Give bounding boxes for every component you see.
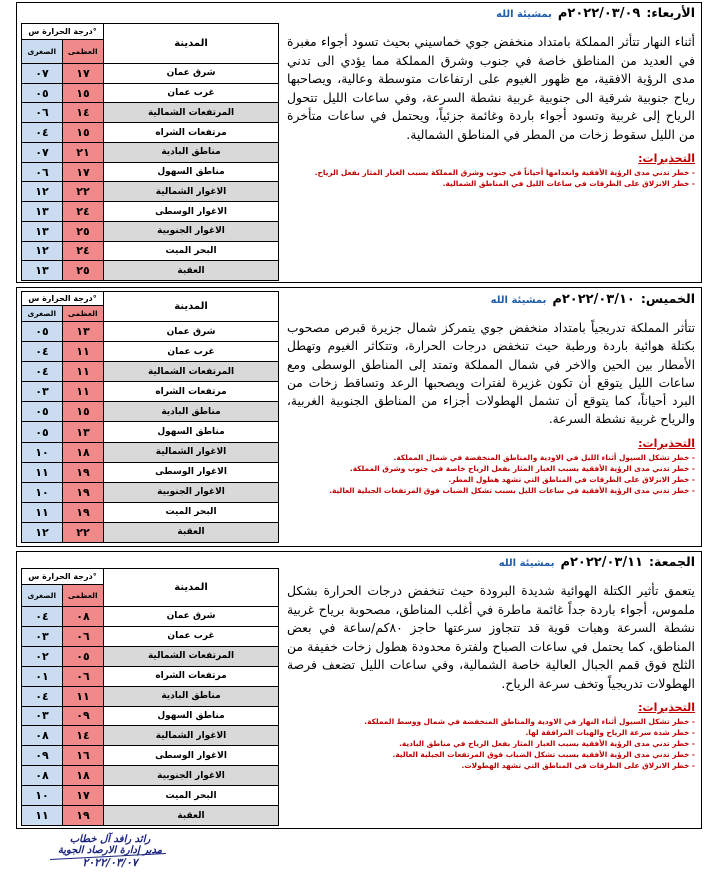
table-row: [22, 806, 278, 825]
city-name: مناطق السهول: [157, 710, 225, 721]
table-row: [22, 786, 278, 806]
min-temp: ١٠: [22, 483, 63, 502]
city-name: مناطق السهول: [157, 167, 225, 178]
min-header: الصغرى: [22, 40, 63, 63]
max-temp: ٠٦: [63, 667, 104, 686]
min-temp: ٠٥: [22, 322, 63, 341]
signature-name: رائد رافد آل خطاب: [69, 834, 151, 845]
max-temp: ١٦: [63, 746, 104, 765]
city-name: الاغوار الشمالية: [104, 726, 278, 745]
warning-item: - خطر تدني مدى الرؤية الأفقية في ساعات الليل بسبب تشكل الضباب فوق المرتفعات الجبلية العالية.: [329, 485, 695, 495]
forecast-day-2: [16, 287, 702, 547]
table-header: [22, 569, 278, 607]
warnings-title: التحذيرات:: [638, 701, 695, 714]
min-temp: ١٢: [22, 242, 63, 261]
warning-item: - خطر تدني مدى الرؤية الأفقية بسبب الغبار المثار بفعل الرياح في مناطق البادية.: [399, 739, 695, 748]
max-temp: ١٧: [63, 64, 104, 83]
warning-item: - خطر تدني مدى الرؤية الأفقية وانعدامها أحياناً في جنوب وشرق المملكة بسبب الغبار المثار بفعل الرياح.: [314, 168, 695, 177]
table-row: [22, 422, 278, 442]
min-temp: ١٠: [22, 786, 63, 805]
max-temp: ١١: [63, 362, 104, 381]
temperature-header: [22, 569, 104, 606]
forecast-date: ٢٠٢٢/٠٣/١٠م: [552, 292, 635, 307]
city-header: المدينة: [174, 301, 208, 312]
max-temp: ١٤: [63, 726, 104, 745]
forecast-day-1: [16, 2, 702, 283]
max-temp: ١٩: [63, 503, 104, 522]
city-name: مناطق السهول: [157, 427, 225, 438]
min-temp: ٠٤: [22, 607, 63, 626]
table-body: [22, 607, 278, 825]
signature-date: ٢٠٢٢/٠٣/٠٧: [82, 856, 138, 869]
city-name: مناطق البادية: [104, 402, 278, 421]
max-temp: ١٨: [63, 766, 104, 785]
min-temp: ٠٧: [22, 143, 63, 162]
min-temp: ٠١: [22, 667, 63, 686]
city-name: العقبة: [104, 523, 278, 542]
table-row: [22, 503, 278, 523]
forecast-text: [287, 554, 695, 771]
city-header: المدينة: [174, 582, 208, 593]
max-temp: ٢٥: [63, 261, 104, 280]
forecast-day-3: [16, 551, 702, 829]
city-name: البحر الميت: [165, 790, 217, 801]
warning-item: - خطر تدني مدى الرؤية الأفقية بسبب تشكل الضباب فوق المرتفعات الجبلية العالية.: [392, 750, 695, 759]
table-row: [22, 163, 278, 183]
table-row: [22, 322, 278, 342]
city-name: الاغوار الشمالية: [104, 443, 278, 462]
day-name: الأربعاء:: [646, 5, 695, 20]
table-row: [22, 84, 278, 104]
table-row: [22, 64, 278, 84]
max-temp: ١٣: [63, 422, 104, 441]
table-row: [22, 687, 278, 707]
city-name: الاغوار الوسطى: [155, 750, 227, 761]
max-temp: ١٨: [63, 443, 104, 462]
max-temp: ٢٢: [63, 523, 104, 542]
table-row: [22, 707, 278, 727]
min-temp: ٠٥: [22, 402, 63, 421]
min-temp: ٠٣: [22, 627, 63, 646]
table-row: [22, 402, 278, 422]
min-temp: ٠٩: [22, 746, 63, 765]
forecast-paragraph: أثناء النهار تتأثر المملكة بامتداد منخفض جوي خماسيني بحيث تسود أجواء مغبرة في العديد من المناطق خاصة في جنوب وشرق المملكة مما يؤدي الى تدني مدى الرؤية الافقية، مع ظهور الغيوم على ارتفاعات متوسطة وعالية، ويصاحبها رياح جنوبية شرقية الى جنوبية غربية نشطة السرعة، وفي ساعات الليل تتحول الرياح إلى غربية وتسود أجواء باردة وغائمة جزئياً، ويحتمل في ساعات متأخرة من الليل سقوط زخات من المطر في المناطق الشمالية.: [287, 34, 695, 142]
table-row: [22, 647, 278, 667]
max-temp: ١٧: [63, 163, 104, 182]
forecast-paragraph: يتعمق تأثير الكتلة الهوائية شديدة البرودة حيث تنخفض درجات الحرارة بشكل ملموس، أجواء باردة جداً غائمة ماطرة في أغلب المناطق، مصحوبة برياح غربية نشطة السرعة وهبات قوية قد تتجاوز سرعتها حاجز ٨٠كم/ساعة في بعض المناطق، كما يحتمل في ساعات الصباح ولفترة محدودة هطول زخات خفيفة من الثلج فوق قمم الجبال العالية خاصة الشمالية، وفي ساعات الليل تضعف فرصة الهطولات تدريجياً وتخف سرعة الرياح.: [287, 583, 695, 691]
table-row: [22, 746, 278, 766]
max-temp: ٠٩: [63, 707, 104, 726]
table-header: [22, 24, 278, 64]
max-temp: ١٥: [63, 402, 104, 421]
min-temp: ٠٣: [22, 707, 63, 726]
table-body: [22, 64, 278, 280]
forecast-text: [287, 291, 695, 496]
min-temp: ١٢: [22, 523, 63, 542]
min-temp: ١١: [22, 463, 63, 482]
table-row: [22, 123, 278, 143]
city-name: شرق عمان: [166, 326, 216, 337]
min-temp: ٠٢: [22, 647, 63, 666]
date-line: [287, 554, 695, 570]
table-header: [22, 292, 278, 322]
min-temp: ٠٥: [22, 422, 63, 441]
max-header: العظمى: [63, 40, 104, 63]
city-name: شرق عمان: [166, 68, 216, 79]
warning-item: - خطر الانزلاق على الطرقات في ساعات الليل في المناطق الشمالية.: [442, 179, 695, 188]
warnings-title: التحذيرات:: [638, 436, 695, 450]
max-temp: ٢٤: [63, 202, 104, 221]
forecast-paragraph: تتأثر المملكة تدريجياً بامتداد منخفض جوي يتمركز شمال جزيرة قبرص مصحوب بكتلة هوائية باردة ورطبة حيث تنخفض درجات الحرارة، وتتكاثر الغيوم وتهطل الأمطار بين الحين والاخر في شمال المملكة وتمتد إلى المناطق الوسطى ومع ساعات الليل يتوقع أن تكون غزيرة لفترات ويصحبها الرعد وتساقط زخات من البرد أحياناً، كما يتوقع أن تشمل الهطولات أجزاء من المناطق الجنوبية الغربية، والرياح غربية نشطة السرعة.: [287, 321, 695, 427]
table-row: [22, 382, 278, 402]
max-temp: ١٣: [63, 322, 104, 341]
temperature-table: [21, 291, 279, 543]
min-temp: ٠٤: [22, 362, 63, 381]
max-temp: ٠٨: [63, 607, 104, 626]
warning-item: - خطر تشكل السيول أثناء الليل في الاودية والمناطق المنخفضة في شمال المملكة.: [393, 452, 695, 462]
max-temp: ٢٤: [63, 242, 104, 261]
max-header: العظمى: [63, 585, 104, 606]
city-name: غرب عمان: [167, 88, 215, 99]
city-name: المرتفعات الشمالية: [104, 362, 278, 381]
city-name: الاغوار الجنوبية: [104, 483, 278, 502]
warning-item: - خطر الانزلاق على الطرقات في المناطق التي تشهد الهطولات.: [461, 761, 695, 770]
temperature-header: [22, 292, 104, 321]
blessing: بمشيئة الله: [490, 295, 547, 306]
max-temp: ١٥: [63, 123, 104, 142]
warnings: [287, 701, 695, 771]
temperature-header-label: درجة الحرارة س°: [22, 569, 103, 585]
max-header: العظمى: [63, 306, 104, 321]
min-temp: ٠٨: [22, 766, 63, 785]
city-name: غرب عمان: [167, 631, 215, 642]
table-row: [22, 483, 278, 503]
city-name: شرق عمان: [166, 611, 216, 622]
table-body: [22, 322, 278, 542]
city-name: البحر الميت: [165, 245, 217, 256]
city-name: غرب عمان: [167, 346, 215, 357]
blessing: بمشيئة الله: [496, 9, 552, 20]
min-temp: ١٣: [22, 261, 63, 280]
table-row: [22, 261, 278, 280]
max-temp: ٠٦: [63, 627, 104, 646]
table-row: [22, 103, 278, 123]
max-temp: ١٤: [63, 103, 104, 122]
table-row: [22, 627, 278, 647]
max-temp: ١٥: [63, 84, 104, 103]
day-name: الخميس:: [640, 291, 695, 306]
warning-item: - خطر شدة سرعة الرياح والهبات المرافقة لها.: [525, 728, 695, 737]
temperature-table: [21, 23, 279, 281]
warning-item: - خطر تشكل السيول أثناء النهار في الاودية والمناطق المنخفضة في شمال ووسط المملكة.: [364, 717, 695, 726]
max-temp: ١١: [63, 382, 104, 401]
city-name: المرتفعات الشمالية: [104, 647, 278, 666]
min-temp: ١٢: [22, 182, 63, 201]
city-name: مرتفعات الشراه: [155, 671, 227, 682]
day-name: الجمعة:: [648, 554, 695, 569]
city-name: الاغوار الوسطى: [155, 206, 227, 217]
city-name: الاغوار الشمالية: [104, 182, 278, 201]
min-temp: ٠٤: [22, 687, 63, 706]
city-name: مناطق البادية: [104, 687, 278, 706]
city-name: الاغوار الجنوبية: [104, 222, 278, 241]
blessing: بمشيئة الله: [498, 558, 555, 569]
temperature-header: [22, 24, 104, 63]
table-row: [22, 523, 278, 542]
table-row: [22, 443, 278, 463]
city-name: الاغوار الجنوبية: [104, 766, 278, 785]
min-temp: ٠٤: [22, 342, 63, 361]
city-name: العقبة: [104, 806, 278, 825]
min-temp: ٠٦: [22, 163, 63, 182]
max-temp: ٢١: [63, 143, 104, 162]
table-row: [22, 182, 278, 202]
min-temp: ١٣: [22, 202, 63, 221]
table-row: [22, 202, 278, 222]
max-temp: ١٩: [63, 463, 104, 482]
signature-block: [40, 834, 180, 869]
min-temp: ٠٨: [22, 726, 63, 745]
table-row: [22, 463, 278, 483]
warning-item: - خطر تدني مدى الرؤية الأفقية بسبب الغبار المثار بفعل الرياح خاصة في جنوب وشرق المملكة.: [349, 463, 695, 473]
table-row: [22, 766, 278, 786]
max-temp: ١١: [63, 342, 104, 361]
warnings-title: التحذيرات:: [638, 152, 695, 165]
table-row: [22, 607, 278, 627]
min-temp: ٠٤: [22, 123, 63, 142]
warnings: [287, 437, 695, 496]
min-temp: ٠٥: [22, 84, 63, 103]
temperature-header-label: درجة الحرارة س°: [22, 292, 103, 306]
table-row: [22, 362, 278, 382]
city-header: المدينة: [174, 38, 208, 49]
table-row: [22, 342, 278, 362]
max-temp: ٢٢: [63, 182, 104, 201]
table-row: [22, 143, 278, 163]
max-temp: ٢٥: [63, 222, 104, 241]
max-temp: ٠٥: [63, 647, 104, 666]
city-name: مرتفعات الشراه: [155, 386, 227, 397]
min-temp: ٠٧: [22, 64, 63, 83]
max-temp: ١٧: [63, 786, 104, 805]
city-name: المرتفعات الشمالية: [104, 103, 278, 122]
table-row: [22, 726, 278, 746]
min-header: الصغرى: [22, 306, 63, 321]
warnings: [287, 152, 695, 189]
signature-title: مدير إدارة الارصاد الجوية: [57, 845, 163, 856]
date-line: [287, 5, 695, 21]
forecast-date: ٢٠٢٢/٠٣/١١م: [560, 555, 643, 570]
table-row: [22, 222, 278, 242]
temperature-header-label: درجة الحرارة س°: [22, 24, 103, 40]
min-temp: ١١: [22, 503, 63, 522]
max-temp: ١٩: [63, 483, 104, 502]
city-name: البحر الميت: [165, 507, 217, 518]
table-row: [22, 667, 278, 687]
max-temp: ١٩: [63, 806, 104, 825]
warning-item: - خطر الانزلاق على الطرقات في المناطق التي تشهد هطول المطر.: [448, 474, 695, 484]
date-line: [287, 291, 695, 307]
forecast-date: ٢٠٢٢/٠٣/٠٩م: [557, 6, 641, 21]
city-name: الاغوار الوسطى: [155, 467, 227, 478]
min-temp: ١٠: [22, 443, 63, 462]
min-header: الصغرى: [22, 585, 63, 606]
min-temp: ٠٦: [22, 103, 63, 122]
min-temp: ٠٣: [22, 382, 63, 401]
min-temp: ١٣: [22, 222, 63, 241]
temperature-table: [21, 568, 279, 826]
min-temp: ١١: [22, 806, 63, 825]
city-name: العقبة: [104, 261, 278, 280]
city-name: مرتفعات الشراه: [155, 127, 227, 138]
max-temp: ١١: [63, 687, 104, 706]
forecast-text: [287, 5, 695, 189]
table-row: [22, 242, 278, 262]
city-name: مناطق البادية: [104, 143, 278, 162]
